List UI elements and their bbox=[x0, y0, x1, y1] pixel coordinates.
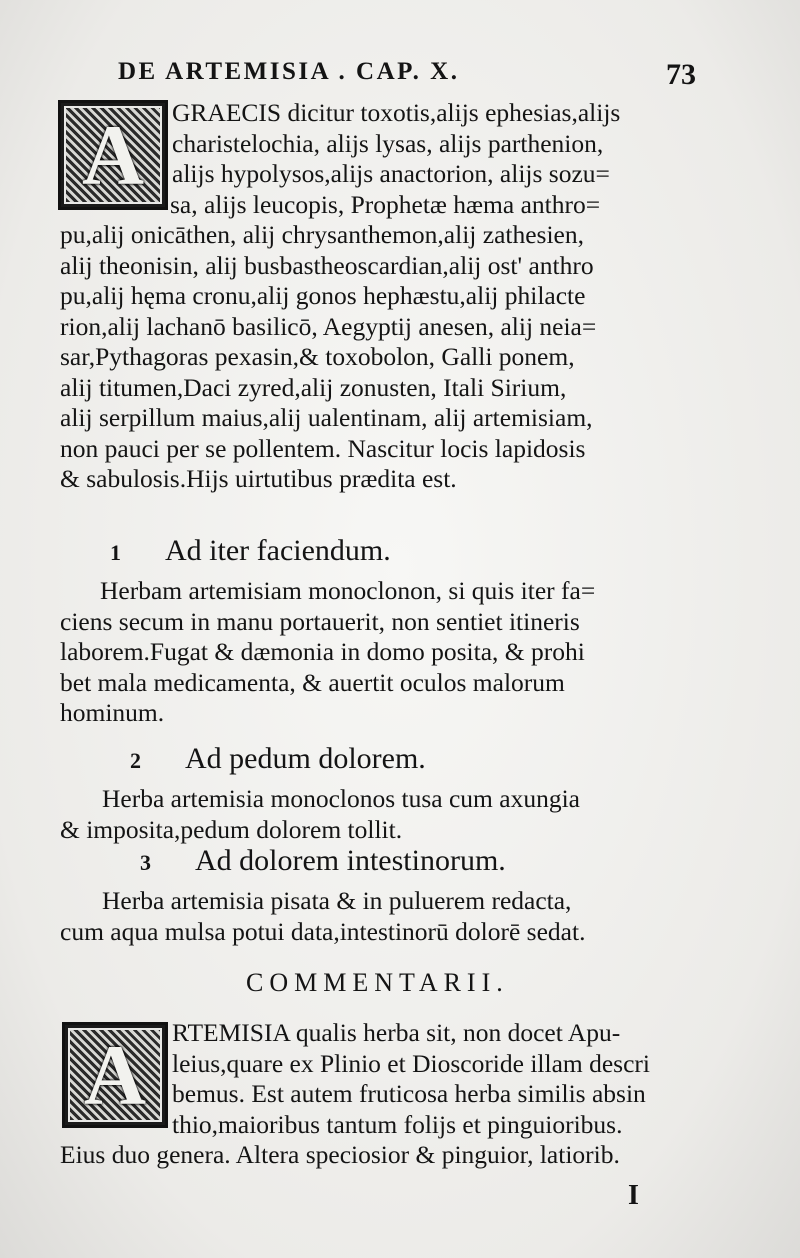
text-line: & sabulosis.Hijs uirtutibus prædita est. bbox=[60, 464, 457, 493]
text-line: sar,Pythagoras pexasin,& toxobolon, Galli ponem, bbox=[60, 342, 575, 371]
section-title: Ad dolorem intestinorum. bbox=[195, 844, 506, 877]
text-line: pu,alij hęma cronu,alij gonos hephæstu,alij philacte bbox=[60, 281, 586, 310]
section-title: Ad pedum dolorem. bbox=[185, 742, 426, 775]
text-line: rion,alij lachanō basilicō, Aegyptij anesen, alij neia= bbox=[60, 311, 597, 341]
text-line: hominum. bbox=[60, 698, 165, 727]
paragraph-section-3 bbox=[60, 886, 705, 947]
text-line: ciens secum in manu portauerit, non sentiet itineris bbox=[60, 606, 580, 636]
text-line: non pauci per se pollentem. Nascitur locis lapidosis bbox=[60, 433, 586, 463]
section-heading-3 bbox=[140, 844, 506, 878]
text-line: laborem.Fugat & dæmonia in domo posita, & prohi bbox=[60, 637, 585, 666]
commentary-heading: COMMENTARII. bbox=[246, 968, 509, 997]
page-number: 73 bbox=[666, 58, 696, 91]
section-number: 1 bbox=[110, 540, 121, 565]
signature-mark: I bbox=[628, 1180, 639, 1211]
text-line: Herbam artemisiam monoclonon, si quis iter fa= bbox=[100, 576, 596, 605]
text-line: pu,alij onicāthen, alij chrysanthemon,alij zathesien, bbox=[60, 220, 584, 249]
running-header: DE ARTEMISIA . CAP. X. bbox=[118, 58, 460, 85]
text-line: bemus. Est autem fruticosa herba similis absin bbox=[172, 1079, 646, 1108]
paragraph-section-2 bbox=[60, 784, 705, 845]
text-line: RTEMISIA qualis herba sit, non docet Apu- bbox=[172, 1018, 621, 1047]
initial-letter: A bbox=[83, 1027, 147, 1123]
text-line: leius,quare ex Plinio et Dioscoride illam descri bbox=[172, 1048, 651, 1078]
text-line: sa, alijs leucopis, Prophetæ hæma anthro= bbox=[170, 189, 601, 219]
section-heading-2 bbox=[130, 742, 426, 776]
section-number: 3 bbox=[140, 850, 151, 875]
text-line: Herba artemisia monoclonos tusa cum axungia bbox=[102, 784, 580, 813]
text-line: GRAECIS dicitur toxotis,alijs ephesias,alijs bbox=[172, 98, 621, 127]
text-line: alijs hypolysos,alijs anactorion, alijs sozu= bbox=[172, 159, 610, 188]
section-title: Ad iter faciendum. bbox=[165, 534, 391, 567]
initial-letter: A bbox=[81, 107, 145, 203]
text-line: thio,maioribus tantum folijs et pinguioribus. bbox=[172, 1109, 623, 1139]
text-line: bet mala medicamenta, & auertit oculos malorum bbox=[60, 667, 565, 697]
paragraph-commentary bbox=[60, 1018, 705, 1171]
text-line: charistelochia, alijs lysas, alijs parthenion, bbox=[172, 128, 604, 158]
paragraph-names bbox=[60, 98, 705, 495]
text-line: Herba artemisia pisata & in puluerem redacta, bbox=[102, 886, 572, 915]
paragraph-section-1 bbox=[60, 576, 705, 729]
text-line: alij theonisin, alij busbastheoscardian,alij ost' anthro bbox=[60, 250, 594, 280]
section-number: 2 bbox=[130, 748, 141, 773]
text-line: cum aqua mulsa potui data,intestinorū dolorē sedat. bbox=[60, 916, 586, 946]
section-heading-1 bbox=[110, 534, 391, 568]
text-line: alij titumen,Daci zyred,alij zonusten, Itali Sirium, bbox=[60, 372, 567, 402]
text-line: Eius duo genera. Altera speciosior & pinguior, latiorib. bbox=[60, 1140, 620, 1169]
text-line: & imposita,pedum dolorem tollit. bbox=[60, 814, 403, 844]
text-line: alij serpillum maius,alij ualentinam, alij artemisiam, bbox=[60, 403, 593, 432]
